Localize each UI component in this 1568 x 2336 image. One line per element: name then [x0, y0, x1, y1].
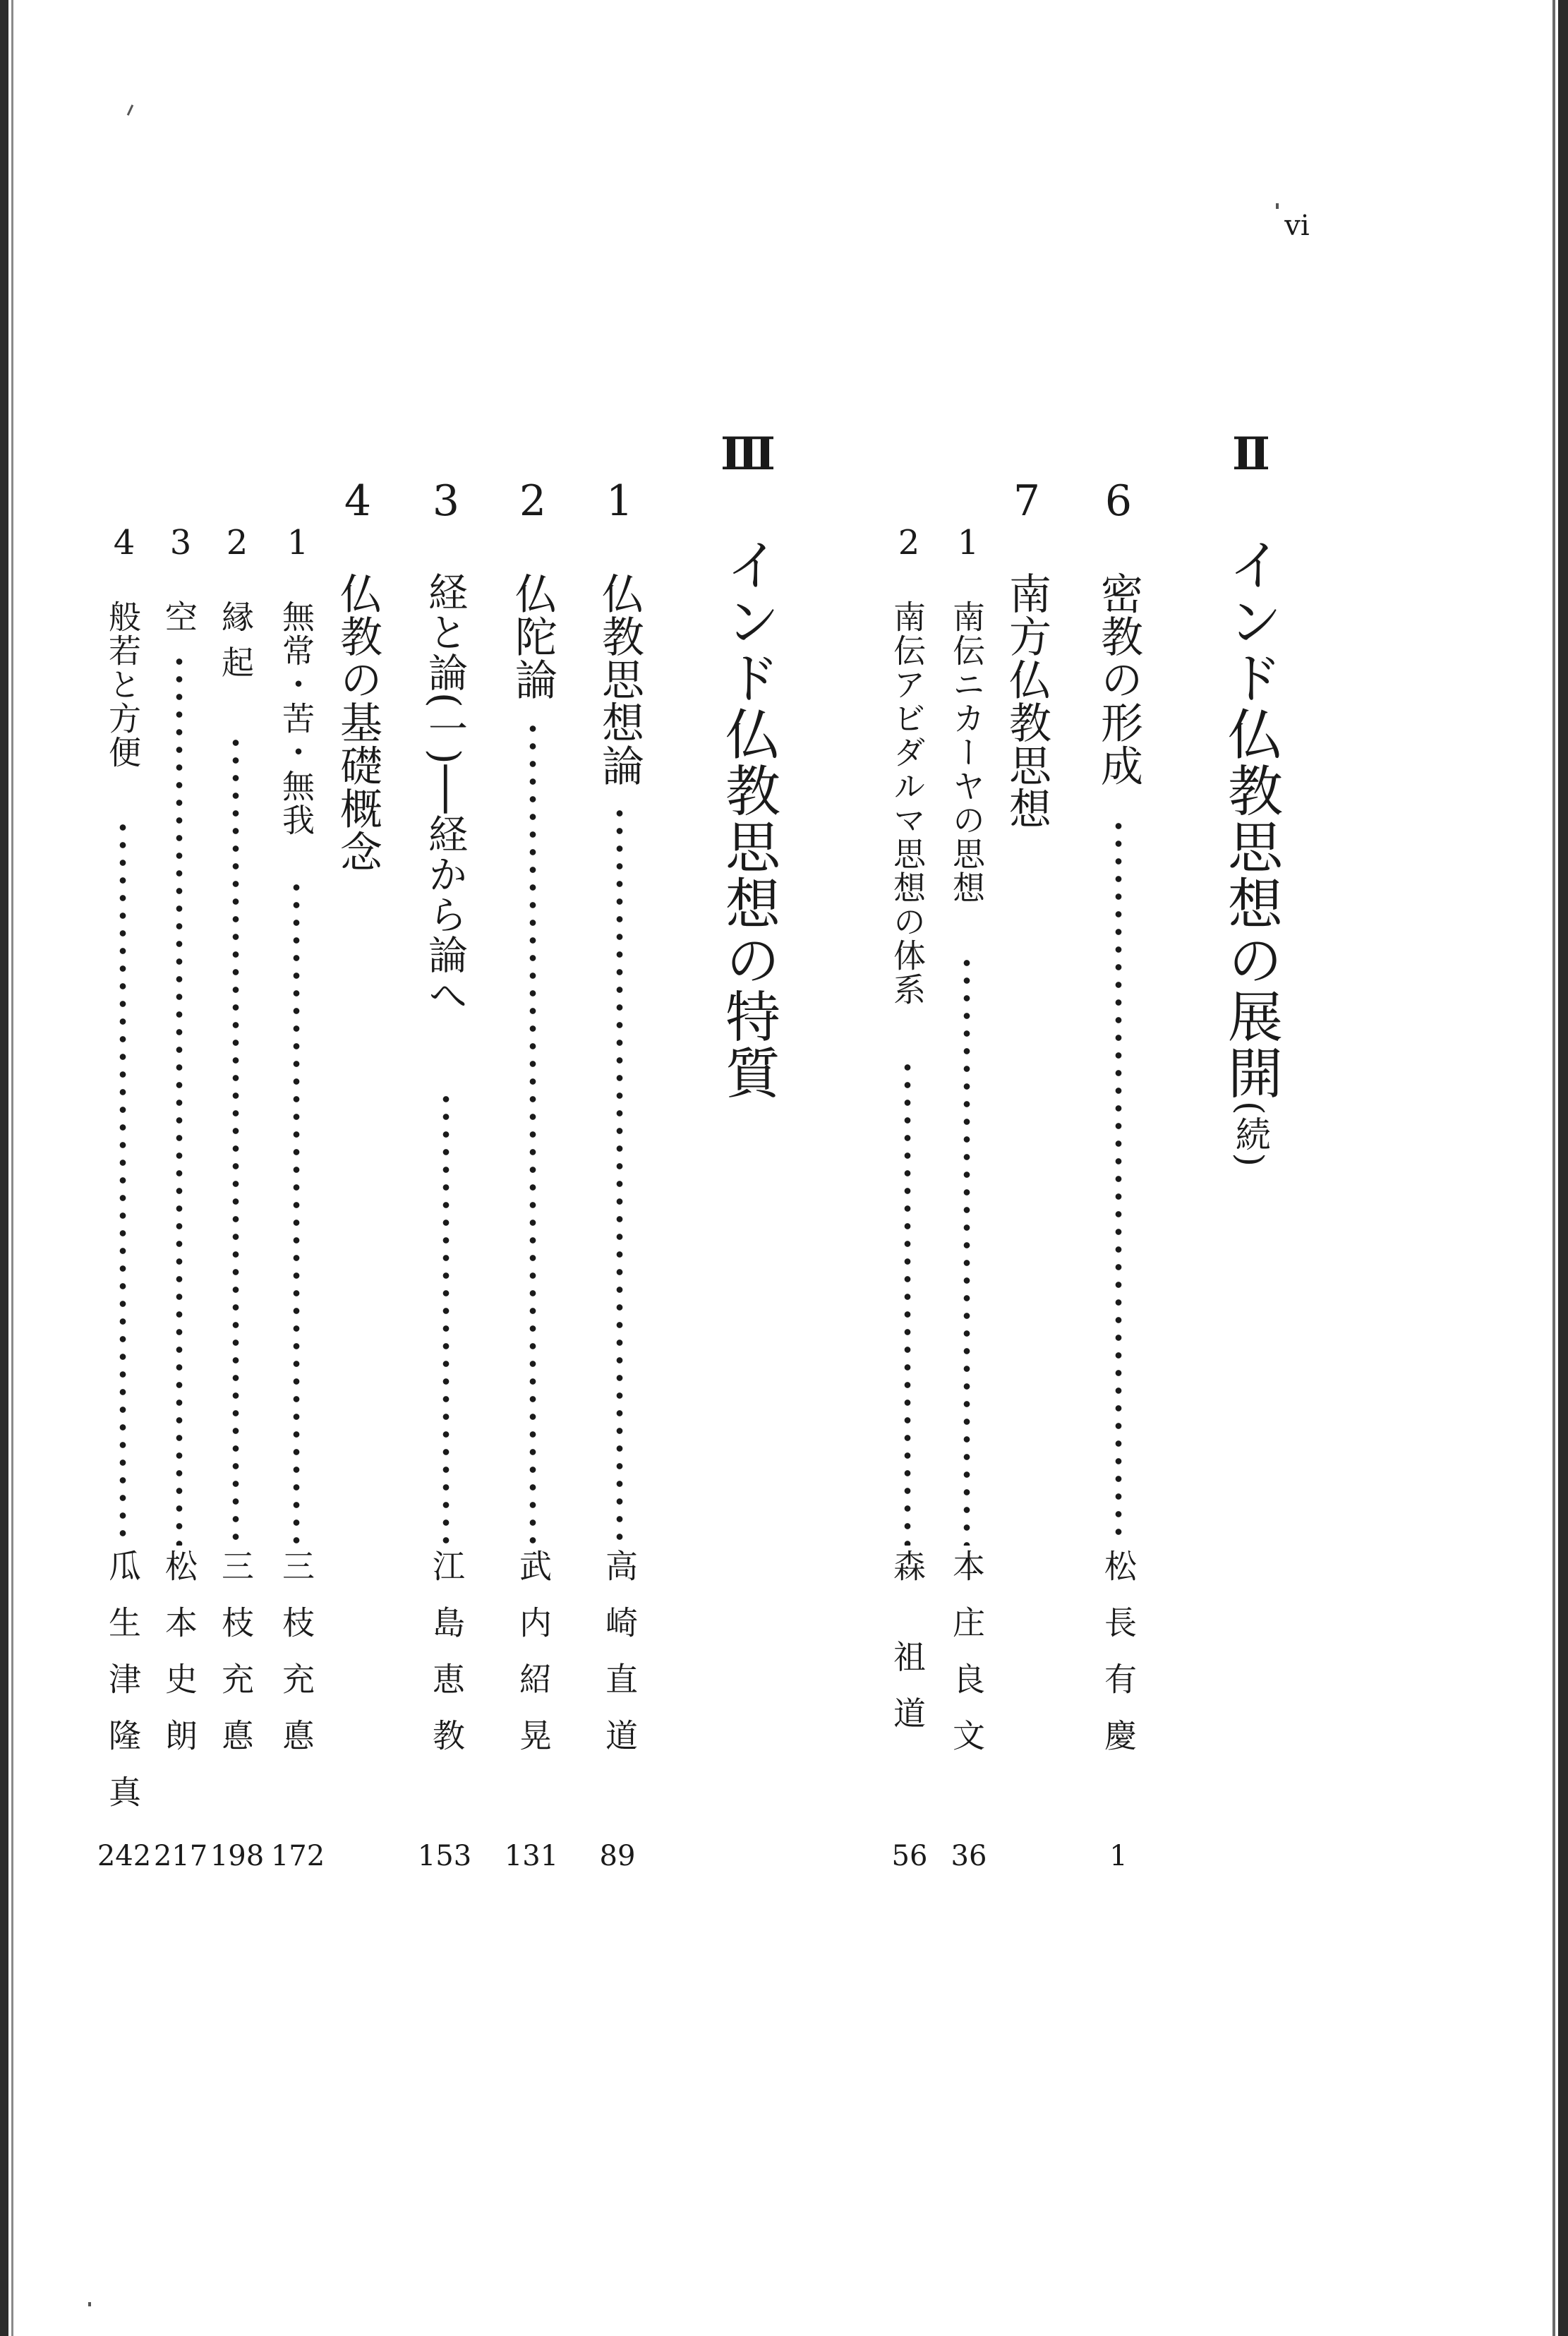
scan-speck [1276, 203, 1279, 209]
section-page: 242 [97, 1840, 152, 1872]
chapter-number: 2 [519, 476, 547, 526]
chapter-number: 1 [605, 476, 634, 526]
section-number: 1 [287, 523, 309, 562]
part-ii-title-suffix: (続) [1230, 1101, 1271, 1169]
part-iii-title: インド仏教思想の特質 [716, 536, 780, 1101]
section-title: 無常・苦・無我 [277, 600, 315, 837]
leader-dots [1113, 817, 1124, 1546]
section-title: 空 [160, 600, 198, 634]
chapter-page: 131 [504, 1840, 559, 1872]
leader-dots [614, 805, 625, 1546]
scan-speck [88, 2302, 91, 2306]
scan-speck [127, 104, 133, 116]
leader-dots [902, 1059, 913, 1546]
section-number: 4 [113, 523, 135, 562]
part-ii-title [1219, 536, 1282, 1169]
part-ii-title-text: インド仏教思想の展開 [1219, 536, 1282, 1101]
chapter-title: 仏陀論 [508, 572, 557, 701]
chapter-page: 153 [417, 1840, 472, 1872]
section-title: 南伝アビダルマ思想の体系 [888, 600, 927, 1006]
chapter-page: 1 [1109, 1840, 1128, 1872]
section-number: 3 [169, 523, 192, 562]
scan-edge-right [1558, 0, 1568, 2336]
leader-dots [291, 879, 302, 1546]
section-number: 2 [226, 523, 248, 562]
chapter-author: 高崎直道 [601, 1549, 639, 1775]
chapter-title: 経と論(一)──経から論へ [422, 572, 468, 1016]
section-page: 198 [210, 1840, 265, 1872]
chapter-page: 89 [599, 1840, 636, 1872]
section-title: 南伝ニカーヤの思想 [948, 600, 986, 905]
page-number: vi [1284, 210, 1310, 242]
section-title: 縁 起 [217, 600, 255, 680]
leader-dots [230, 734, 241, 1546]
section-page: 217 [153, 1840, 208, 1872]
section-author: 本庄良文 [948, 1549, 986, 1775]
chapter-number: 7 [1013, 476, 1041, 526]
section-author: 三枝充悳 [217, 1549, 255, 1775]
chapter-title: 南方仏教思想 [1002, 572, 1051, 830]
chapter-number: 6 [1104, 476, 1133, 526]
scan-edge-right-line [1552, 0, 1555, 2336]
section-author: 三枝充悳 [277, 1549, 315, 1775]
chapter-author: 武内紹晃 [514, 1549, 553, 1775]
scan-edge-left-line [11, 0, 13, 2336]
leader-dots [117, 819, 128, 1546]
part-iii-numeral: Ⅲ [720, 428, 776, 481]
chapter-author: 江島恵教 [428, 1549, 466, 1775]
leader-dots [961, 954, 972, 1546]
section-page: 56 [891, 1840, 928, 1872]
section-author: 松本史朗 [160, 1549, 198, 1775]
section-page: 36 [951, 1840, 987, 1872]
leader-dots [440, 1090, 452, 1546]
section-page: 172 [270, 1840, 325, 1872]
chapter-title: 密教の形成 [1094, 572, 1143, 787]
chapter-number: 4 [344, 476, 372, 526]
leader-dots [527, 720, 538, 1546]
chapter-title: 仏教思想論 [595, 572, 644, 787]
leader-dots [174, 653, 185, 1546]
part-ii-numeral: Ⅱ [1232, 428, 1270, 481]
section-author: 瓜生津隆真 [104, 1549, 142, 1831]
scan-edge-left [0, 0, 8, 2336]
chapter-title: 仏教の基礎概念 [333, 572, 382, 873]
chapter-number: 3 [432, 476, 460, 526]
section-number: 2 [898, 523, 920, 562]
chapter-author: 松長有慶 [1099, 1549, 1138, 1775]
section-number: 1 [957, 523, 979, 562]
section-title: 般若と方便 [104, 600, 142, 769]
section-author: 森 祖道 [888, 1549, 927, 1753]
